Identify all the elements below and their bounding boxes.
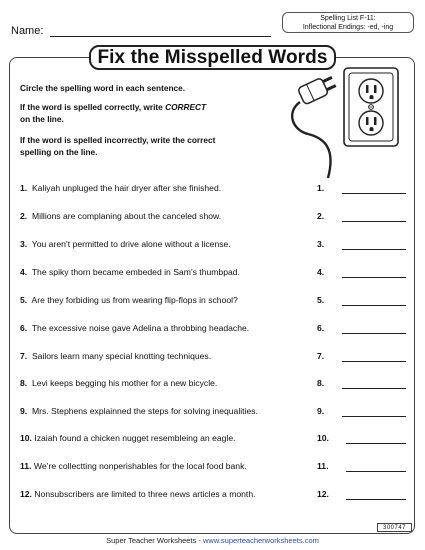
answer-line-12[interactable] [346,499,406,500]
answer-line-8[interactable] [342,388,406,389]
instruction-3: If the word is spelled incorrectly, write the correct spelling on the line. [20,135,216,157]
answer-line-5[interactable] [342,305,406,306]
outlet-plug-icon [278,60,408,180]
answer-line-1[interactable] [342,193,406,194]
footer [0,536,425,545]
question-10: 10. Izaiah found a chicken nugget resembleing an eagle. [20,433,236,443]
instruction-1: Circle the spelling word in each sentence. [20,83,186,93]
spelling-list-box [282,12,414,33]
footer-url-link[interactable]: www.superteacherworksheets.com [202,536,319,545]
question-7: 7. Sailors learn many special knotting techniques. [20,351,212,361]
title-banner [89,45,336,70]
question-3: 3. You aren’t permitted to drive alone without a license. [20,239,231,249]
spelling-list-subtitle: Inflectional Endings: -ed, -ing [302,24,394,31]
name-line[interactable] [50,36,271,37]
answer-number-1: 1. [317,183,325,193]
answer-number-12: 12. [317,489,329,499]
answer-line-4[interactable] [342,277,406,278]
answer-number-8: 8. [317,378,325,388]
footer-brand: Super Teacher Worksheets [106,536,197,545]
answer-number-6: 6. [317,323,325,333]
question-12: 12. Nonsubscribers are limited to three news articles a month. [20,489,256,499]
name-label: Name: [11,25,44,37]
answer-line-2[interactable] [342,221,406,222]
answer-line-9[interactable] [342,416,406,417]
answer-line-11[interactable] [346,471,406,472]
footer-separator: - [196,536,203,545]
answer-number-5: 5. [317,295,325,305]
page-title: Fix the Misspelled Words [97,47,328,68]
worksheet-code: 300747 [377,523,412,532]
answer-number-3: 3. [317,239,325,249]
instruction-2: If the word is spelled correctly, write CORRECT on the line. [20,102,207,124]
answer-line-6[interactable] [342,333,406,334]
answer-number-4: 4. [317,267,325,277]
answer-number-11: 11. [317,461,329,471]
answer-line-7[interactable] [342,361,406,362]
answer-number-7: 7. [317,351,325,361]
question-9: 9. Mrs. Stephens explainned the steps for solving inequalities. [20,406,258,416]
question-1: 1. Kaliyah unpluged the hair dryer after she finished. [20,183,222,193]
correct-keyword: CORRECT [165,102,207,112]
question-4: 4. The spiky thorn became embeded in Sam’s thumbpad. [20,267,240,277]
answer-number-10: 10. [317,433,329,443]
answer-line-10[interactable] [346,443,406,444]
question-5: 5. Are they forbiding us from wearing flip-flops in school? [20,295,238,305]
question-11: 11. We’re collectting nonperishables for the local food bank. [20,461,247,471]
question-8: 8. Levi keeps begging his mother for a new bicycle. [20,378,218,388]
question-6: 6. The excessive noise gave Adelina a throbbing headache. [20,323,250,333]
question-2: 2. Millions are complaning about the canceled show. [20,211,222,221]
answer-line-3[interactable] [342,249,406,250]
spelling-list-title: Spelling List F-11: [320,15,376,22]
answer-number-2: 2. [317,211,325,221]
answer-number-9: 9. [317,406,325,416]
